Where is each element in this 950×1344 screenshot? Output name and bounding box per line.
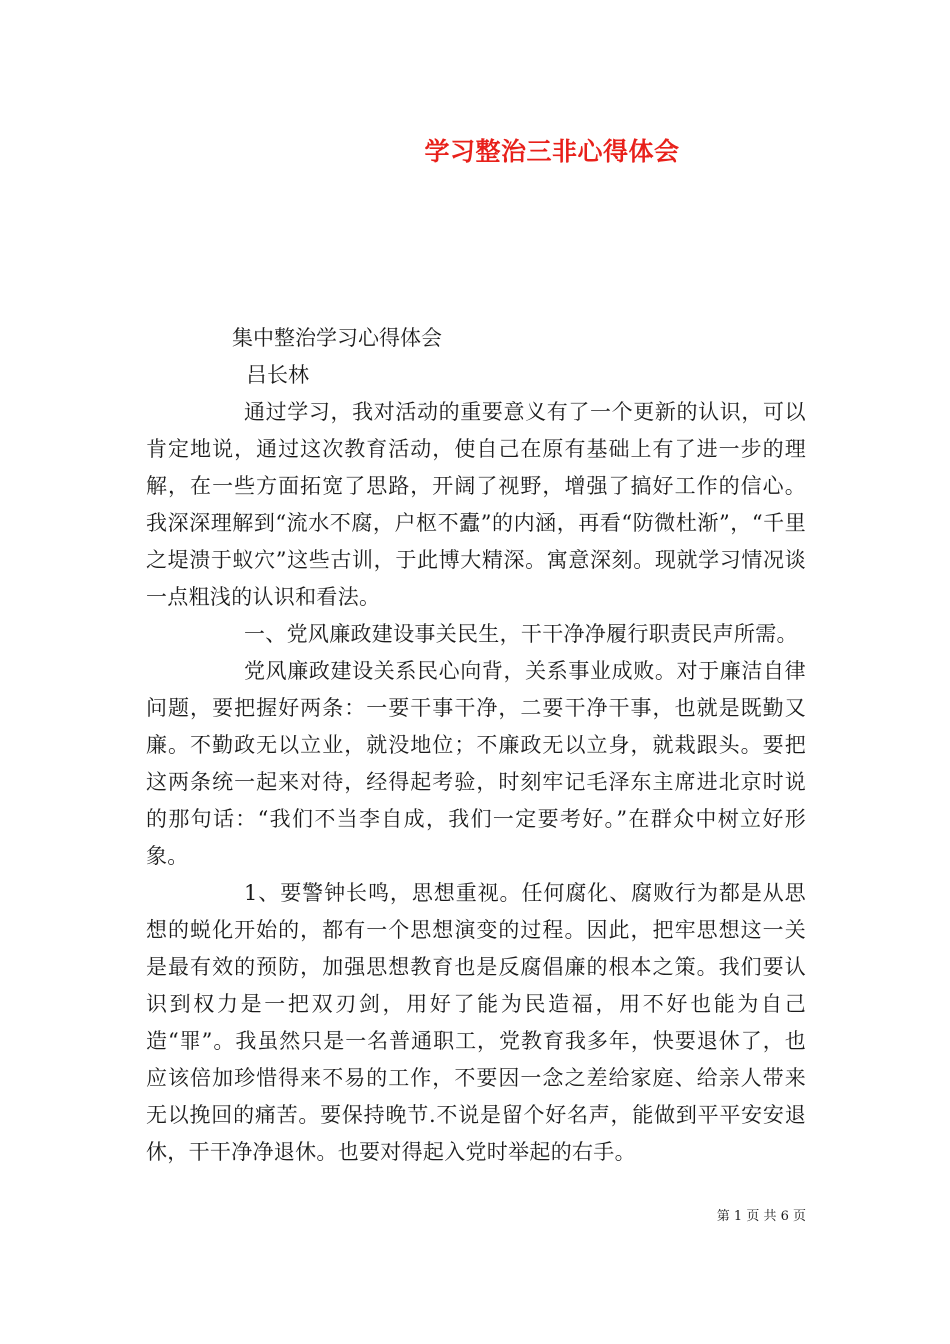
page-footer: 第 1 页 共 6 页 [716, 1209, 806, 1224]
paragraph-point-1: 1、要警钟长鸣，思想重视。任何腐化、腐败行为都是从思想的蜕化开始的，都有一个思想演变的过程。因此，把牢思想这一关是最有效的预防，加强思想教育也是反腐倡廉的根本之策。我们要认识到权力是一把双刃剑，用好了能为民造福，用不好也能为自己造“罪”。我虽然只是一名普通职工，党教育我多年，快要退休了，也应该倍加珍惜得来不易的工作，不要因一念之差给家庭、给亲人带来无以挽回的痛苦。要保持晚节.不说是留个好名声，能做到平平安安退休，干干净净退休。也要对得起入党时举起的右手。 [146, 881, 806, 1164]
author: 吕长林 [246, 363, 309, 387]
paragraph-intro: 通过学习，我对活动的重要意义有了一个更新的认识，可以肯定地说，通过这次教育活动，使自己在原有基础上有了进一步的理解，在一些方面拓宽了思路，开阔了视野，增强了搞好工作的信心。我深深理解到“流水不腐，户枢不蠹”的内涵，再看“防微杜渐”，“千里之堤溃于蚁穴”这些古训，于此博大精深。寓意深刻。现就学习情况谈一点粗浅的认识和看法。 [146, 400, 806, 609]
document-body [146, 320, 806, 1171]
section-heading-1: 一、党风廉政建设事关民生，干干净净履行职责民声所需。 [244, 622, 798, 646]
paragraph-integrity: 党风廉政建设关系民心向背，关系事业成败。对于廉洁自律问题，要把握好两条：一要干事干净，二要干净干事，也就是既勤又廉。不勤政无以立业，就没地位；不廉政无以立身，就栽跟头。要把这两条统一起来对待，经得起考验，时刻牢记毛泽东主席进北京时说的那句话：“我们不当李自成，我们一定要考好。”在群众中树立好形象。 [146, 659, 806, 868]
subtitle: 集中整治学习心得体会 [232, 326, 442, 350]
document-title: 学习整治三非心得体会 [424, 137, 680, 166]
